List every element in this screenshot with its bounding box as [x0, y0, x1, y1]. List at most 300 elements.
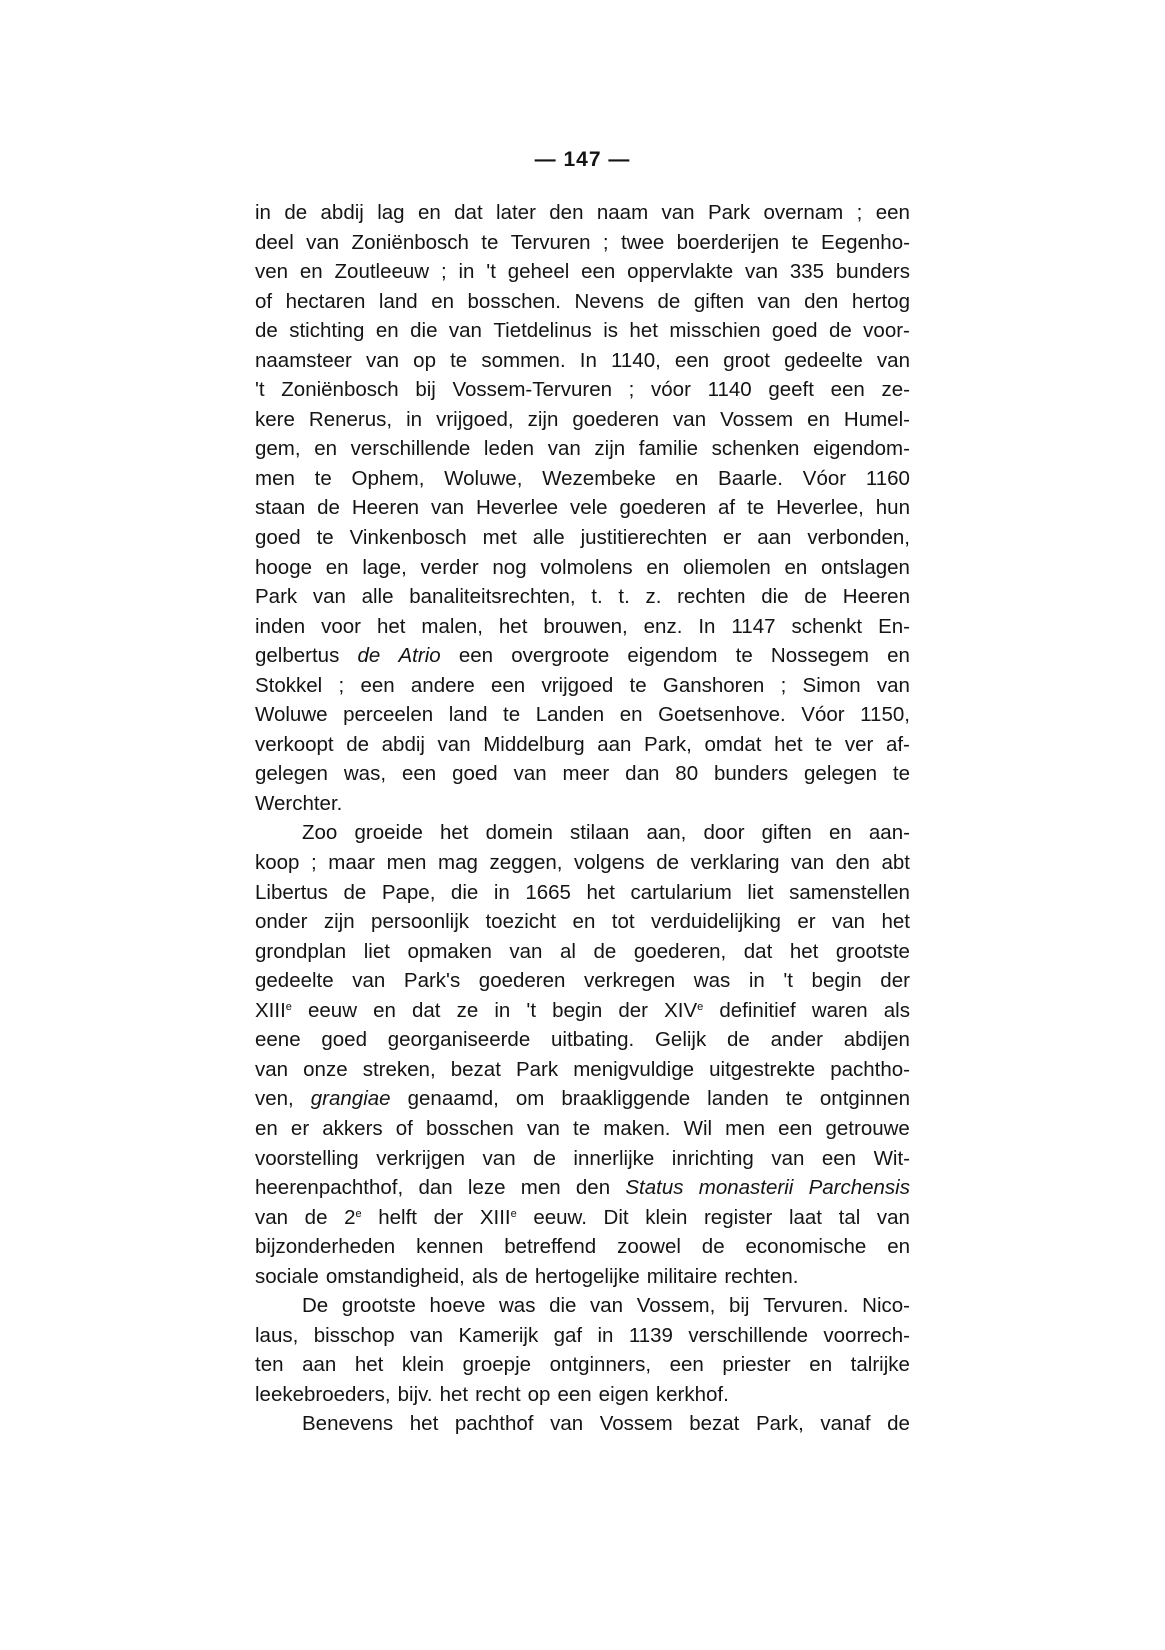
- word: van: [448, 319, 482, 343]
- word: gaf: [553, 1323, 583, 1347]
- word: af-: [885, 732, 910, 756]
- word: Stokkel: [255, 673, 323, 697]
- word: op: [527, 1382, 551, 1406]
- word: af: [718, 496, 736, 520]
- word: van: [509, 939, 543, 963]
- word: dat: [412, 998, 441, 1022]
- word: het: [409, 1412, 439, 1436]
- word: men: [255, 466, 295, 490]
- word: betreffend: [504, 1235, 597, 1259]
- word: eigendom-: [813, 437, 910, 461]
- word: er: [797, 910, 816, 934]
- word: de: [505, 1264, 528, 1288]
- word: de: [533, 1146, 556, 1170]
- word: voor-: [863, 319, 910, 343]
- word: mag: [438, 851, 478, 875]
- word: streken,: [362, 1057, 436, 1081]
- word: leden: [483, 437, 535, 461]
- word: pachthof: [454, 1412, 534, 1436]
- word: aan,: [646, 821, 687, 845]
- word: ;: [338, 673, 345, 697]
- word: Woluwe,: [444, 466, 523, 490]
- word: Renerus,: [308, 407, 393, 431]
- word: dat: [454, 201, 483, 224]
- word: andere: [410, 673, 475, 697]
- word: van: [255, 1205, 289, 1229]
- text-line: [255, 881, 910, 911]
- text-line: [255, 467, 910, 497]
- word: De: [302, 1294, 329, 1318]
- word: Nevens: [574, 289, 645, 313]
- word: goederen,: [633, 939, 727, 963]
- text-line: [255, 1117, 910, 1147]
- word: het: [439, 1382, 469, 1406]
- word: verkrijgen: [376, 1146, 466, 1170]
- word: goed: [321, 1028, 367, 1052]
- word: pachtho-: [830, 1057, 910, 1081]
- word: een: [830, 378, 865, 402]
- word: ;: [856, 201, 863, 224]
- word: recht: [475, 1382, 521, 1406]
- word: te: [892, 762, 910, 786]
- word: goederen: [619, 496, 707, 520]
- text-line: [255, 644, 910, 674]
- text-line: [255, 1294, 910, 1324]
- word: verkregen: [584, 969, 676, 993]
- word: bosschen.: [467, 289, 561, 313]
- word: kennen: [416, 1235, 484, 1259]
- word: Woluwe: [255, 703, 328, 727]
- word: En-: [878, 614, 910, 638]
- word: deel: [255, 230, 294, 254]
- word: Libertus: [255, 880, 328, 904]
- word: schenken: [711, 437, 800, 461]
- word: in: [597, 1323, 614, 1347]
- text-line: [255, 1176, 910, 1206]
- word: Baarle.: [718, 466, 784, 490]
- word: en: [809, 1353, 833, 1377]
- word: Vossem,: [636, 1294, 716, 1318]
- text-line: [255, 851, 910, 881]
- word: te: [791, 230, 809, 254]
- word: omdat: [704, 732, 762, 756]
- word: 1140: [707, 378, 752, 402]
- word: Heeren: [842, 585, 910, 609]
- word: de: [701, 1235, 725, 1259]
- word: van: [744, 260, 779, 284]
- text-line: [255, 733, 910, 763]
- word: aan-: [868, 821, 910, 845]
- word: Zoniënbosch: [351, 230, 469, 254]
- word: ;: [440, 260, 447, 284]
- word: schenkt: [791, 614, 863, 638]
- word: XIVe: [664, 998, 704, 1022]
- word: akkers: [322, 1116, 383, 1140]
- word: Park: [255, 585, 298, 609]
- word: of: [395, 1116, 413, 1140]
- word: laat: [788, 1205, 823, 1229]
- word: onder: [255, 910, 308, 934]
- word: uitbating.: [551, 1028, 635, 1052]
- word: men: [520, 1176, 561, 1200]
- word: ander: [770, 1028, 824, 1052]
- word: naam: [596, 201, 649, 224]
- word: en: [675, 466, 699, 490]
- word: een: [875, 201, 910, 224]
- word: in: [493, 880, 510, 904]
- word: Parchensis: [808, 1176, 910, 1200]
- word: de: [284, 201, 308, 224]
- word: er: [723, 526, 742, 550]
- word: Vóor: [802, 466, 847, 490]
- word: of: [255, 289, 273, 313]
- word: ;: [628, 378, 635, 402]
- text-line: [255, 910, 910, 940]
- word: de: [317, 496, 340, 520]
- word: familie: [638, 437, 699, 461]
- word: Ophem,: [351, 466, 425, 490]
- word: stichting: [289, 319, 365, 343]
- word: hertog: [851, 289, 910, 313]
- word: hertogelijke: [534, 1264, 640, 1288]
- word: hoeve: [429, 1294, 486, 1318]
- word: Wit-: [873, 1146, 910, 1170]
- word: Werchter.: [255, 791, 343, 815]
- word: van: [430, 496, 465, 520]
- word: 1665: [525, 880, 571, 904]
- word: toezicht: [485, 910, 557, 934]
- word: te: [481, 230, 499, 254]
- word: genaamd,: [407, 1087, 499, 1111]
- word: lage,: [362, 555, 407, 579]
- word: Vossem: [720, 407, 794, 431]
- word: ;: [780, 673, 787, 697]
- word: groot: [723, 348, 770, 372]
- word: begin: [811, 969, 862, 993]
- word: en: [572, 910, 596, 934]
- word: gem,: [255, 437, 301, 461]
- word: bunders: [835, 260, 910, 284]
- word: 1160: [865, 466, 910, 490]
- text-line: [255, 290, 910, 320]
- word: register: [703, 1205, 773, 1229]
- word: abdij: [381, 732, 425, 756]
- word: maken.: [603, 1116, 671, 1140]
- text-line: [255, 792, 910, 822]
- word: militaire: [646, 1264, 718, 1288]
- word: te: [747, 496, 765, 520]
- word: justitierechten: [580, 526, 708, 550]
- word: die: [450, 880, 479, 904]
- word: het: [789, 939, 819, 963]
- word: tot: [611, 910, 635, 934]
- word: boerderijen: [676, 230, 780, 254]
- word: 't: [486, 260, 496, 284]
- word: later: [496, 201, 536, 224]
- word: helft: [378, 1205, 417, 1229]
- text-line: [255, 1353, 910, 1383]
- text-body: [255, 201, 910, 1442]
- word: van: [832, 910, 866, 934]
- word: van: [312, 585, 346, 609]
- text-line: [255, 231, 910, 261]
- word: 1139: [628, 1323, 673, 1347]
- word: Atrio: [398, 644, 441, 668]
- word: een: [778, 1116, 813, 1140]
- word: een: [674, 348, 710, 372]
- word: Park,: [644, 732, 692, 756]
- word: Goetsenhove.: [658, 703, 786, 727]
- word: bisschop: [313, 1323, 395, 1347]
- text-line: [255, 349, 910, 379]
- text-line: [255, 762, 910, 792]
- word: Zoo: [302, 821, 338, 845]
- word: van: [673, 407, 707, 431]
- word: verduidelijking: [651, 910, 781, 934]
- word: men: [386, 851, 427, 875]
- word: die: [549, 1294, 577, 1318]
- word: Park: [515, 1057, 559, 1081]
- word: eeuw: [307, 998, 357, 1022]
- word: in: [748, 969, 765, 993]
- word: de: [304, 1205, 328, 1229]
- word: overgroote: [511, 644, 610, 668]
- word: vrijgoed,: [436, 407, 514, 431]
- word: voorrech-: [823, 1323, 910, 1347]
- word: van: [757, 289, 791, 313]
- word: bijv.: [397, 1382, 433, 1406]
- word: t.: [591, 585, 603, 609]
- word: staan: [255, 496, 306, 520]
- word: In: [698, 614, 716, 638]
- word: inrichting: [671, 1146, 754, 1170]
- word: domein: [485, 821, 553, 845]
- word: bunders: [714, 762, 789, 786]
- word: Tervuren: [510, 230, 591, 254]
- word: begin: [552, 998, 603, 1022]
- word: voor: [321, 614, 362, 638]
- word: gelegen: [255, 762, 328, 786]
- word: van: [771, 1146, 805, 1170]
- word: de: [343, 880, 367, 904]
- word: 80: [675, 762, 699, 786]
- word: ven,: [255, 1087, 294, 1111]
- word: vóor: [651, 378, 691, 402]
- word: banaliteitsrechten,: [409, 585, 576, 609]
- word: aan: [757, 526, 792, 550]
- word: sociale: [255, 1264, 319, 1288]
- word: 't: [526, 998, 537, 1022]
- word: van: [365, 348, 400, 372]
- word: monasterii: [698, 1176, 794, 1200]
- word: de: [357, 644, 381, 668]
- word: het: [376, 614, 406, 638]
- word: een: [821, 1146, 857, 1170]
- word: de: [346, 732, 370, 756]
- text-line: [255, 1412, 910, 1442]
- word: en: [887, 644, 910, 668]
- word: naamsteer: [255, 348, 352, 372]
- word: een: [581, 260, 616, 284]
- text-line: [255, 674, 910, 704]
- word: verschillende: [350, 437, 471, 461]
- word: de: [255, 319, 278, 343]
- word: aan: [302, 1353, 337, 1377]
- word: der: [433, 1205, 464, 1229]
- word: bij: [415, 378, 436, 402]
- word: stilaan: [570, 821, 630, 845]
- word: en: [314, 437, 338, 461]
- word: en: [417, 201, 441, 224]
- text-line: [255, 999, 910, 1029]
- word: Landen: [535, 703, 605, 727]
- text-line: [255, 615, 910, 645]
- word: Nico-: [862, 1294, 910, 1318]
- word: om: [515, 1087, 545, 1111]
- word: leekebroeders,: [255, 1382, 391, 1406]
- word: van: [876, 673, 910, 697]
- page-number: — 147 —: [534, 148, 631, 171]
- word: en: [255, 1116, 278, 1140]
- word: 1150,: [860, 703, 910, 727]
- word: de: [657, 289, 681, 313]
- word: te: [785, 1087, 803, 1111]
- word: Zoutleeuw: [334, 260, 430, 284]
- word: in: [406, 407, 423, 431]
- word: Heeren: [351, 496, 420, 520]
- word: alle: [361, 585, 394, 609]
- word: het: [881, 910, 910, 934]
- word: land: [448, 703, 488, 727]
- word: 1147: [731, 614, 776, 638]
- word: te: [503, 703, 521, 727]
- word: den: [575, 1176, 611, 1200]
- word: van: [661, 201, 695, 224]
- word: persoonlijk: [371, 910, 470, 934]
- word: van: [791, 851, 825, 875]
- word: inden: [255, 614, 306, 638]
- word: met: [482, 526, 517, 550]
- word: er: [290, 1116, 310, 1140]
- word: te: [735, 644, 753, 668]
- word: te: [316, 526, 334, 550]
- word: In: [579, 348, 597, 372]
- word: klein: [401, 1353, 445, 1377]
- text-line: [255, 1028, 910, 1058]
- word: definitief: [719, 998, 796, 1022]
- word: was: [498, 1294, 536, 1318]
- word: bezat: [450, 1057, 501, 1081]
- text-line: [255, 408, 910, 438]
- word: die: [761, 585, 789, 609]
- word: en: [325, 555, 349, 579]
- word: het: [629, 319, 658, 343]
- word: van: [547, 437, 581, 461]
- word: talrijke: [850, 1353, 910, 1377]
- word: zoowel: [617, 1235, 681, 1259]
- word: Vossem-Tervuren: [452, 378, 612, 402]
- word: liet: [363, 939, 390, 963]
- word: was,: [343, 762, 387, 786]
- word: Kamerijk: [458, 1323, 539, 1347]
- word: de: [593, 939, 617, 963]
- word: waren: [811, 998, 868, 1022]
- word: door: [703, 821, 745, 845]
- word: van: [410, 1323, 444, 1347]
- word: nog: [492, 555, 527, 579]
- word: in: [255, 201, 271, 224]
- word: goed: [452, 762, 498, 786]
- word: volgens: [574, 851, 645, 875]
- word: liet: [747, 880, 774, 904]
- word: Ganshoren: [662, 673, 765, 697]
- word: cartularium: [630, 880, 732, 904]
- word: goed: [771, 319, 818, 343]
- word: die: [410, 319, 438, 343]
- word: zijn: [527, 407, 559, 431]
- word: verklaring: [690, 851, 780, 875]
- word: en: [375, 319, 399, 343]
- text-line: [255, 1206, 910, 1236]
- word: land: [378, 289, 418, 313]
- text-line: [255, 703, 910, 733]
- word: dat: [743, 939, 773, 963]
- word: zijn: [323, 910, 355, 934]
- word: ontginners,: [549, 1353, 652, 1377]
- word: grootste: [835, 939, 910, 963]
- word: groepje: [462, 1353, 532, 1377]
- word: Gelijk: [654, 1028, 707, 1052]
- word: ven: [255, 260, 289, 284]
- word: en: [784, 555, 808, 579]
- word: als: [471, 1264, 499, 1288]
- word: overnam: [763, 201, 844, 224]
- word: men: [725, 1116, 766, 1140]
- word: Pape,: [381, 880, 436, 904]
- word: perceelen: [343, 703, 434, 727]
- word: Heverlee,: [776, 496, 864, 520]
- word: twee: [620, 230, 665, 254]
- word: landen: [707, 1087, 769, 1111]
- word: ontslagen: [821, 555, 910, 579]
- word: goederen: [572, 407, 660, 431]
- word: als: [883, 998, 910, 1022]
- word: 2e: [344, 1205, 362, 1229]
- word: te: [815, 732, 833, 756]
- word: kere: [255, 407, 295, 431]
- word: abdijen: [843, 1028, 910, 1052]
- word: dan: [418, 1176, 453, 1200]
- word: hectaren: [285, 289, 366, 313]
- word: vanaf: [820, 1412, 871, 1436]
- word: eigendom: [627, 644, 718, 668]
- text-line: [255, 1058, 910, 1088]
- word: voorstelling: [255, 1146, 359, 1170]
- word: samenstellen: [789, 880, 910, 904]
- word: een: [360, 673, 395, 697]
- word: van: [482, 1146, 516, 1170]
- word: malen,: [421, 614, 483, 638]
- word: van: [876, 348, 910, 372]
- word: XIIIe: [255, 998, 292, 1022]
- word: gedeelte: [255, 969, 334, 993]
- word: verkoopt: [255, 732, 334, 756]
- word: kerkhof.: [655, 1382, 729, 1406]
- word: innerlijke: [573, 1146, 655, 1170]
- word: volmolens: [540, 555, 633, 579]
- word: laus,: [255, 1323, 299, 1347]
- word: ;: [311, 851, 317, 875]
